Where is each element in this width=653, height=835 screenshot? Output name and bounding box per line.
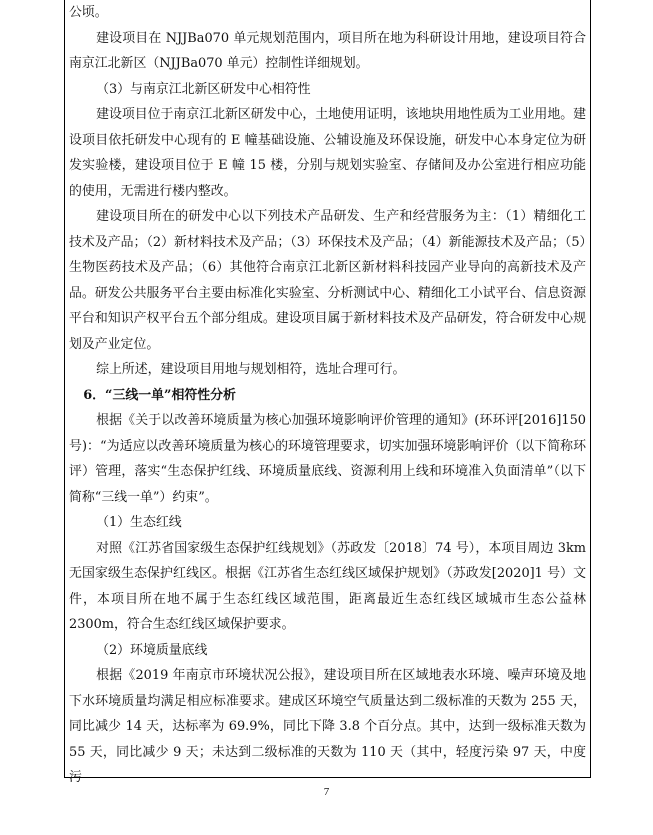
paragraph: 建设项目位于南京江北新区研发中心，土地使用证明，该地块用地性质为工业用地。建设项目依托研发中心现有的 E 幢基础设施、公辅设施及环保设施，研发中心本身定位为研发实验楼，建设项目位于 E 幢 15 楼，分别与规划实验室、存储间及办公室进行相应功能的使用，无需进行楼内整改。 [69,107,586,199]
paragraph: 综上所述，建设项目用地与规划相符，选址合理可行。 [96,362,406,377]
page-number: 7 [323,786,330,798]
paragraph: 建设项目在 NJJBa070 单元规划范围内，项目所在地为科研设计用地，建设项目符合南京江北新区（NJJBa070 单元）控制性详细规划。 [69,30,586,71]
section-heading: 6．“三线一单”相符性分析 [83,387,236,403]
subsection-title: （3）与南京江北新区研发中心相符性 [96,81,311,97]
paragraph: 建设项目所在的研发中心以下列技术产品研发、生产和经营服务为主：（1）精细化工技术及产品；（2）新材料技术及产品；（3）环保技术及产品；（4）新能源技术及产品；（5）生物医药技术及产品；（6）其他符合南京江北新区新材料科技园产业导向的高新技术及产品。研发公共服务平台主要由标准化实验室、分析测试中心、精细化工小试平台、信息资源平台和知识产权平台五个部分组成。建设项目属于新材料技术及产品研发，符合研发中心规划及产业定位。 [69,209,586,352]
document-body [69,0,586,791]
paragraph: 公顷。 [69,5,108,20]
paragraph: 对照《江苏省国家级生态保护红线规划》（苏政发〔2018〕74 号），本项目周边 3km 无国家级生态保护红线区。根据《江苏省生态红线区域保护规划》（苏政发[2020]1 号）文件，本项目所在地不属于生态红线区域范围，距离最近生态红线区域城市生态公益林 2300m，符合生态红线区域保护要求。 [69,540,586,632]
subsection-title: （1）生态红线 [96,515,182,530]
paragraph: 根据《2019 年南京市环境状况公报》，建设项目所在区域地表水环境、噪声环境及地下水环境质量均满足相应标准要求。建成区环境空气质量达到二级标准的天数为 255 天，同比减少 14 天，达标率为 69.9%，同比下降 3.8 个百分点。其中，达到一级标准天数为 55 天，同比减少 9 天；未达到二级标准的天数为 110 天（其中，轻度污染 97 天，中度污 [69,668,586,785]
paragraph: 根据《关于以改善环境质量为核心加强环境影响评价管理的通知》(环环评[2016]150 号)：“为适应以改善环境质量为核心的环境管理要求，切实加强环境影响评价（以下简称环评）管理，落实“生态保护红线、环境质量底线、资源利用上线和环境准入负面清单”（以下简称“三线一单”）约束”。 [69,413,586,505]
subsection-title: （2）环境质量底线 [96,642,208,658]
